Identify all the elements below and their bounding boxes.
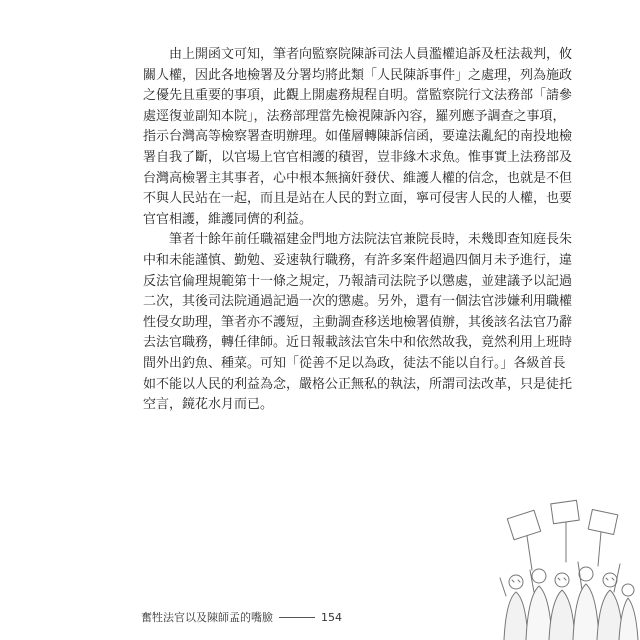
text-line: 官官相護，維護同儕的利益。 bbox=[143, 211, 313, 227]
text-line: 間外出釣魚、種菜。可知「從善不足以為政，徒法不能以自行。」各級首長 bbox=[143, 355, 566, 371]
footer-divider bbox=[279, 617, 315, 618]
text-line: 中和未能謹慎、勤勉、妥速執行職務，有許多案件超過四個月未予進行，違 bbox=[143, 252, 573, 268]
text-line: 如不能以人民的利益為念，嚴格公正無私的執法，所謂司法改革，只是徒托 bbox=[143, 376, 573, 392]
text-line: 二次，其後司法院通過記過一次的懲處。另外，還有一個法官涉嫌利用職權 bbox=[143, 294, 573, 310]
running-title: 奮牲法官以及陳師孟的嘴臉 bbox=[141, 611, 273, 624]
text-line: 反法官倫理規範第十一條之規定，乃報請司法院予以懲處，並建議予以記過 bbox=[143, 273, 573, 289]
text-line: 署自我了斷，以官場上官官相護的積習，豈非緣木求魚。惟事實上法務部及 bbox=[143, 149, 573, 165]
text-line: 不與人民站在一起，而且是站在人民的對立面，寧可侵害人民的人權，也要 bbox=[143, 191, 573, 207]
text-line: 筆者十餘年前任職福建金門地方法院法官兼院長時，未幾即查知庭長朱 bbox=[169, 232, 573, 248]
text-line: 關人權，因此各地檢署及分署均將此類「人民陳訴事件」之處理，列為施政 bbox=[143, 67, 573, 83]
text-line: 指示台灣高等檢察署查明辦理。如僅層轉陳訴信函，要違法亂紀的南投地檢 bbox=[143, 129, 573, 145]
text-line: 空言，鏡花水月而已。 bbox=[143, 397, 274, 413]
text-line: 性侵女助理，筆者亦不護短，主動調查移送地檢署偵辦，其後該名法官乃辭 bbox=[143, 314, 573, 330]
text-line: 去法官職務，轉任律師。近日報載該法官朱中和依然故我，竟然利用上班時 bbox=[143, 335, 573, 351]
body-text bbox=[143, 45, 573, 416]
page-footer bbox=[141, 609, 342, 625]
text-line: 處逕復並副知本院」，法務部理當先檢視陳訴內容，羅列應予調查之事項， bbox=[143, 108, 566, 124]
text-line: 之優先且重要的事項，此觀上開處務規程自明。當監察院行文法務部「請參 bbox=[143, 88, 573, 104]
paragraph-1 bbox=[143, 45, 573, 230]
text-line: 台灣高檢署主其事者，心中根本無摘奸發伏、維護人權的信念，也就是不但 bbox=[143, 170, 573, 186]
paragraph-2 bbox=[143, 230, 573, 415]
page-number: 154 bbox=[321, 610, 342, 624]
text-line: 由上開函文可知，筆者向監察院陳訴司法人員濫權追訴及枉法裁判，攸 bbox=[169, 47, 573, 62]
protest-crowd-illustration bbox=[494, 500, 640, 640]
